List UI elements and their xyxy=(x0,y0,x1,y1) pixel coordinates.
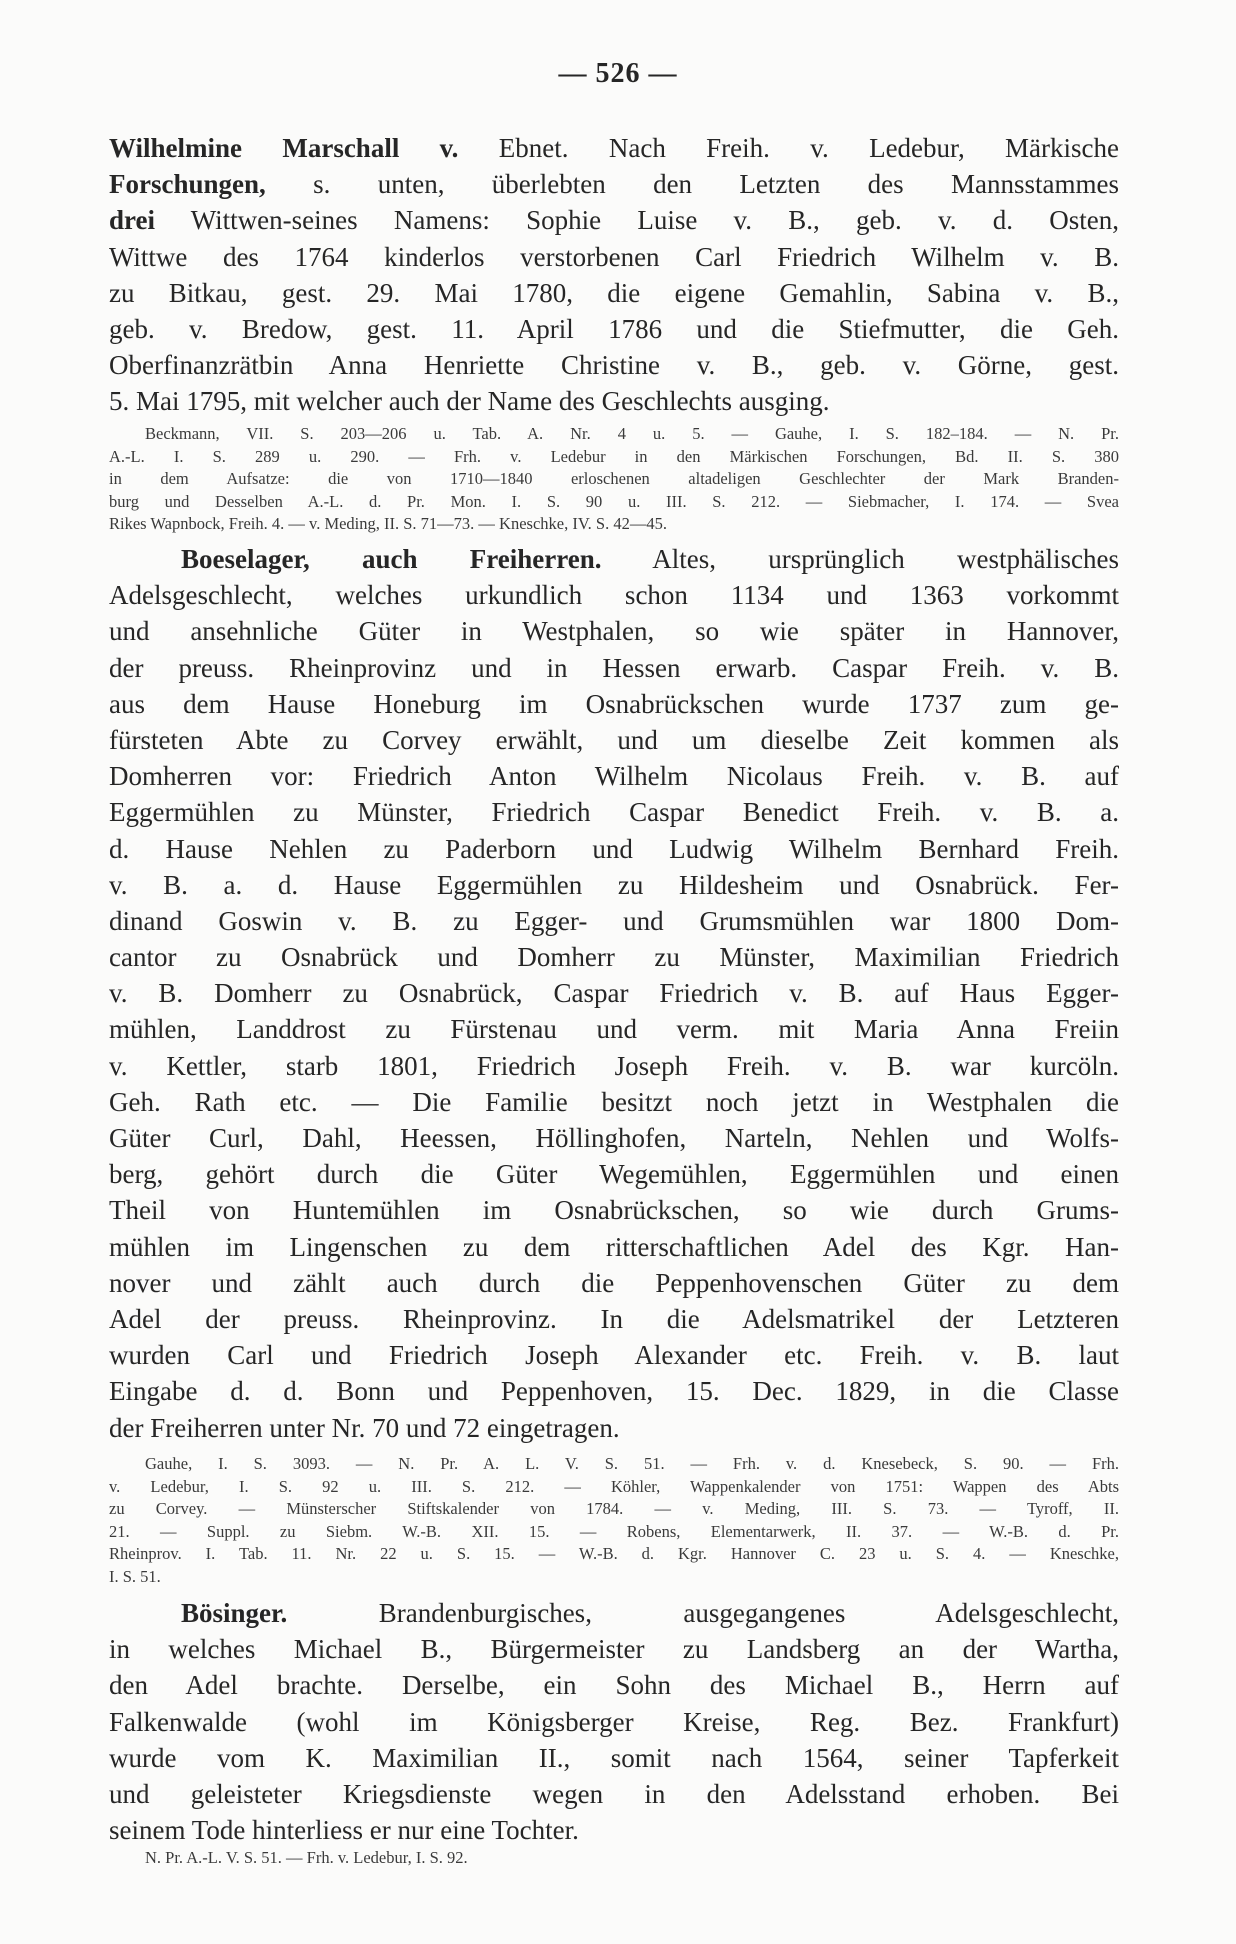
bold-heading: Forschungen, xyxy=(109,169,266,200)
text-line xyxy=(109,130,1119,166)
text-line xyxy=(109,1337,1119,1373)
line-text: Geh. Rath etc. — Die Familie besitzt noch jetzt in Westphalen die xyxy=(109,1086,1119,1117)
line-text: und geleisteter Kriegsdienste wegen in den Adelsstand erhoben. Bei xyxy=(109,1778,1119,1809)
line-text: I. S. 51. xyxy=(109,1566,161,1586)
line-text: geb. v. Bredow, gest. 11. April 1786 und die Stiefmutter, die Geh. xyxy=(109,313,1119,344)
text-line xyxy=(109,1192,1119,1228)
line-text: der Freiherren unter Nr. 70 und 72 eingetragen. xyxy=(109,1412,620,1443)
text-line xyxy=(109,347,1119,383)
text-line xyxy=(109,513,1119,536)
line-text: in dem Aufsatze: die von 1710—1840 erloschenen altadeligen Geschlechter der Mark Branden- xyxy=(109,469,1119,488)
line-text: d. Hause Nehlen zu Paderborn und Ludwig Wilhelm Bernhard Freih. xyxy=(109,833,1119,864)
text-line xyxy=(109,939,1119,975)
text-line xyxy=(109,1410,1119,1446)
line-text: s. unten, überlebten den Letzten des Mannsstammes xyxy=(265,169,1119,200)
text-line xyxy=(109,1301,1119,1337)
line-text: 5. Mai 1795, mit welcher auch der Name des Geschlechts ausging. xyxy=(109,386,830,417)
line-text: Falkenwalde (wohl im Königsberger Kreise, Reg. Bez. Frankfurt) xyxy=(109,1706,1119,1737)
references-boeselager xyxy=(109,1453,1119,1588)
text-line xyxy=(109,686,1119,722)
page-number: — 526 — xyxy=(558,58,678,89)
text-line xyxy=(109,1566,1119,1589)
text-line xyxy=(109,275,1119,311)
line-text: Eingabe d. d. Bonn und Peppenhoven, 15. Dec. 1829, in die Classe xyxy=(109,1376,1119,1407)
text-line xyxy=(109,613,1119,649)
text-line xyxy=(109,1156,1119,1192)
bold-heading: drei xyxy=(109,205,155,236)
text-line xyxy=(109,794,1119,830)
line-text: Wittwen-seines Namens: Sophie Luise v. B., geb. v. d. Osten, xyxy=(155,205,1119,236)
text-line xyxy=(109,202,1119,238)
line-text: den Adel brachte. Derselbe, ein Sohn des Michael B., Herrn auf xyxy=(109,1670,1119,1701)
text-line xyxy=(109,311,1119,347)
text-line xyxy=(109,383,1119,419)
references-marschall xyxy=(109,423,1119,536)
references-boesinger xyxy=(109,1847,1119,1870)
text-line xyxy=(109,1476,1119,1499)
line-text: und ansehnliche Güter in Westphalen, so wie später in Hannover, xyxy=(109,616,1119,647)
line-text: Altes, ursprünglich westphälisches xyxy=(601,544,1119,574)
text-line xyxy=(109,1704,1119,1740)
line-text: mühlen im Lingenschen zu dem ritterschaftlichen Adel des Kgr. Han- xyxy=(109,1231,1119,1262)
text-line xyxy=(109,1847,1119,1870)
line-text: Güter Curl, Dahl, Heessen, Höllinghofen, Narteln, Nehlen und Wolfs- xyxy=(109,1123,1119,1153)
text-line xyxy=(109,423,1119,446)
line-text: Beckmann, VII. S. 203—206 u. Tab. A. Nr. 4 u. 5. — Gauhe, I. S. 182–184. — N. Pr. xyxy=(145,424,1119,443)
line-text: cantor zu Osnabrück und Domherr zu Münster, Maximilian Friedrich xyxy=(109,942,1119,973)
line-text: Domherren vor: Friedrich Anton Wilhelm Nicolaus Freih. v. B. auf xyxy=(109,761,1119,792)
line-text: nover und zählt auch durch die Peppenhovenschen Güter zu dem xyxy=(109,1267,1119,1298)
line-text: Brandenburgisches, ausgegangenes Adelsgeschlecht, xyxy=(287,1598,1119,1628)
text-line xyxy=(109,867,1119,903)
text-line xyxy=(109,1812,1119,1848)
line-text: Rikes Wapnbock, Freih. 4. — v. Meding, II. S. 71—73. — Kneschke, IV. S. 42—45. xyxy=(109,514,667,533)
text-line xyxy=(109,541,1119,577)
bold-heading: Wilhelmine Marschall v. xyxy=(109,133,459,163)
text-line xyxy=(109,1631,1119,1667)
line-text: fürsteten Abte zu Corvey erwählt, und um dieselbe Zeit kommen als xyxy=(109,724,1119,755)
line-text: Eggermühlen zu Münster, Friedrich Caspar Benedict Freih. v. B. a. xyxy=(109,797,1119,828)
text-line xyxy=(109,722,1119,758)
line-text: seinem Tode hinterliess er nur eine Tochter. xyxy=(109,1815,579,1846)
text-line xyxy=(109,1453,1119,1476)
text-line xyxy=(109,975,1119,1011)
line-text: A.-L. I. S. 289 u. 290. — Frh. v. Ledebur in den Märkischen Forschungen, Bd. II. S. 380 xyxy=(109,446,1119,466)
text-line xyxy=(109,1498,1119,1521)
line-text: dinand Goswin v. B. zu Egger- und Grumsmühlen war 1800 Dom- xyxy=(109,905,1119,936)
bold-heading: Boeselager, auch Freiherren. xyxy=(181,544,602,574)
text-line xyxy=(109,1048,1119,1084)
text-line xyxy=(109,166,1119,202)
line-text: Ebnet. Nach Freih. v. Ledebur, Märkische xyxy=(458,133,1120,163)
line-text: Theil von Huntemühlen im Osnabrückschen, so wie durch Grums- xyxy=(109,1195,1119,1226)
text-line xyxy=(109,903,1119,939)
line-text: der preuss. Rheinprovinz und in Hessen erwarb. Caspar Freih. v. B. xyxy=(109,652,1119,683)
line-text: v. Kettler, starb 1801, Friedrich Joseph Freih. v. B. war kurcöln. xyxy=(109,1050,1119,1081)
text-line xyxy=(109,1011,1119,1047)
line-text: zu Bitkau, gest. 29. Mai 1780, die eigene Gemahlin, Sabina v. B., xyxy=(109,277,1119,308)
text-line xyxy=(109,1776,1119,1812)
entry-marschall-continuation xyxy=(109,130,1119,420)
line-text: burg und Desselben A.-L. d. Pr. Mon. I. S. 90 u. III. S. 212. — Siebmacher, I. 174. — Svea xyxy=(109,491,1119,511)
line-text: aus dem Hause Honeburg im Osnabrückschen wurde 1737 zum ge- xyxy=(109,688,1119,719)
text-line xyxy=(109,468,1119,491)
text-line xyxy=(109,650,1119,686)
text-line xyxy=(109,1595,1119,1631)
line-text: v. Ledebur, I. S. 92 u. III. S. 212. — Köhler, Wappenkalender von 1751: Wappen des Abts xyxy=(109,1476,1119,1496)
line-text: Adel der preuss. Rheinprovinz. In die Adelsmatrikel der Letzteren xyxy=(109,1303,1119,1334)
line-text: Rheinprov. I. Tab. 11. Nr. 22 u. S. 15. — W.-B. d. Kgr. Hannover C. 23 u. S. 4. — Kneschke, xyxy=(109,1544,1119,1563)
line-text: berg, gehört durch die Güter Wegemühlen, Eggermühlen und einen xyxy=(109,1159,1119,1190)
line-text: Oberfinanzrätbin Anna Henriette Christine v. B., geb. v. Görne, gest. xyxy=(109,350,1119,381)
text-line xyxy=(109,1084,1119,1120)
text-line xyxy=(109,1265,1119,1301)
entry-boeselager xyxy=(109,541,1119,1446)
text-line xyxy=(109,1373,1119,1409)
line-text: mühlen, Landdrost zu Fürstenau und verm. mit Maria Anna Freiin xyxy=(109,1014,1119,1045)
text-line xyxy=(109,831,1119,867)
entry-boesinger xyxy=(109,1595,1119,1848)
text-line xyxy=(109,239,1119,275)
text-line xyxy=(109,1229,1119,1265)
text-line xyxy=(109,446,1119,469)
line-text: zu Corvey. — Münsterscher Stiftskalender von 1784. — v. Meding, III. S. 73. — Tyroff, II. xyxy=(109,1499,1119,1518)
text-line xyxy=(109,577,1119,613)
line-text: wurde vom K. Maximilian II., somit nach 1564, seiner Tapferkeit xyxy=(109,1742,1119,1773)
text-line xyxy=(109,1667,1119,1703)
line-text: Adelsgeschlecht, welches urkundlich schon 1134 und 1363 vorkommt xyxy=(109,580,1119,611)
bold-heading: Bösinger. xyxy=(181,1598,288,1628)
line-text: 21. — Suppl. zu Siebm. W.-B. XII. 15. — Robens, Elementarwerk, II. 37. — W.-B. d. Pr. xyxy=(109,1521,1119,1541)
line-text: Wittwe des 1764 kinderlos verstorbenen Carl Friedrich Wilhelm v. B. xyxy=(109,241,1119,272)
line-text: Gauhe, I. S. 3093. — N. Pr. A. L. V. S. 51. — Frh. v. d. Knesebeck, S. 90. — Frh. xyxy=(145,1454,1119,1473)
text-line xyxy=(109,1521,1119,1544)
text-line xyxy=(109,758,1119,794)
line-text: N. Pr. A.-L. V. S. 51. — Frh. v. Ledebur, I. S. 92. xyxy=(145,1848,468,1867)
line-text: v. B. Domherr zu Osnabrück, Caspar Friedrich v. B. auf Haus Egger- xyxy=(109,978,1119,1009)
text-line xyxy=(109,491,1119,514)
line-text: v. B. a. d. Hause Eggermühlen zu Hildesheim und Osnabrück. Fer- xyxy=(109,869,1119,900)
line-text: wurden Carl und Friedrich Joseph Alexander etc. Freih. v. B. laut xyxy=(109,1340,1119,1371)
text-line xyxy=(109,1120,1119,1156)
text-line xyxy=(109,1740,1119,1776)
text-line xyxy=(109,1543,1119,1566)
line-text: in welches Michael B., Bürgermeister zu Landsberg an der Wartha, xyxy=(109,1634,1119,1665)
